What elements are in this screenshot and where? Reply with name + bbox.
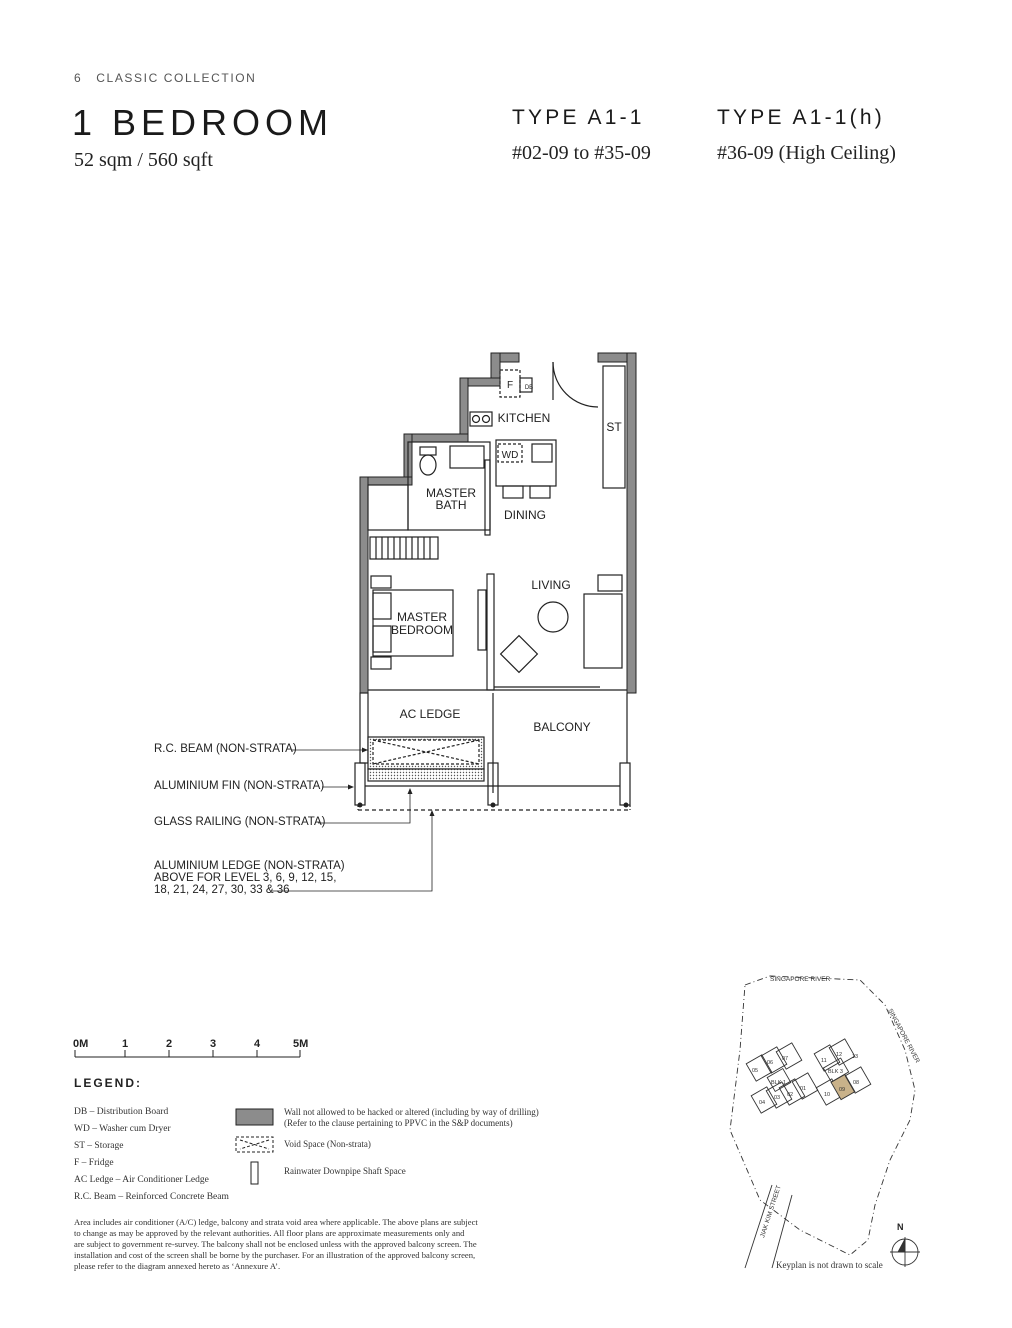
room-storage: ST [606,420,622,434]
scale-tick-3: 3 [210,1038,217,1050]
type-title-a1-1h: TYPE A1-1(h) [717,106,885,129]
legend-wall-text-line2: (Refer to the clause pertaining to PPVC in the S&P documents) [284,1118,513,1128]
keyplan-river-top: SINGAPORE RIVER [770,976,831,983]
svg-text:10: 10 [824,1092,831,1098]
svg-text:12: 12 [836,1052,843,1058]
legend-title: LEGEND: [74,1076,142,1090]
room-master-bath-line1: MASTER [425,486,477,500]
legend-st: ST – Storage [74,1141,124,1151]
legend-wd: WD – Washer cum Dryer [74,1124,171,1134]
callout-aluminium-ledge [154,860,345,896]
ppvc-walls [360,353,636,693]
svg-text:01: 01 [800,1086,807,1092]
legend-abbreviations [74,1104,229,1206]
keyplan-blk3-label: BLK 3 [828,1069,843,1075]
callout-aluminium-fin: ALUMINIUM FIN (NON-STRATA) [154,780,325,792]
legend-wall-text-line1: Wall not allowed to be hacked or altered (including by way of drilling) [284,1107,539,1117]
page-number: 6 [74,71,83,85]
svg-text:11: 11 [821,1058,827,1064]
room-master-bedroom-line2: BEDROOM [390,623,454,637]
label-db: DB [524,385,534,391]
callout-aluminium-ledge-line2: ABOVE FOR LEVEL 3, 6, 9, 12, 15, [154,872,337,884]
label-wd: WD [501,450,519,461]
legend-rc-beam: R.C. Beam – Reinforced Concrete Beam [74,1192,229,1202]
svg-text:07: 07 [782,1056,789,1062]
callout-aluminium-ledge-line3: 18, 21, 24, 27, 30, 33 & 36 [154,884,290,896]
svg-text:08: 08 [853,1080,860,1086]
scale-tick-5: 5M [293,1038,309,1050]
type-range-a1-1h: #36-09 (High Ceiling) [717,142,896,164]
room-master-bath-line2: BATH [435,498,467,512]
type-title-a1-1: TYPE A1-1 [512,106,645,129]
legend-db: DB – Distribution Board [74,1107,169,1117]
legend-rainwater-swatch [251,1162,258,1184]
room-balcony: BALCONY [533,720,591,734]
room-living: LIVING [531,578,571,592]
scale-tick-1: 1 [122,1038,129,1050]
scale-tick-2: 2 [166,1038,173,1050]
interior-walls [355,362,630,810]
legend-void-text: Void Space (Non-strata) [284,1139,371,1149]
room-ac-ledge: AC LEDGE [399,707,461,721]
disclaimer [74,1217,514,1272]
disclaimer-line: are subject to government re-survey. The balcony shall not be enclosed unless with the approved balcony screen. The [74,1239,477,1249]
disclaimer-line: Area includes air conditioner (A/C) ledge, balcony and strata void area where applicable. The above plans are subject [74,1217,478,1227]
svg-text:05: 05 [752,1068,759,1074]
keyplan-block-1 [746,1043,818,1113]
callout-glass-railing: GLASS RAILING (NON-STRATA) [154,816,326,828]
room-kitchen: KITCHEN [497,411,551,425]
keyplan-street: JIAK KIM STREET [759,1184,783,1239]
svg-text:02: 02 [787,1092,794,1098]
legend-wall-swatch [236,1109,273,1125]
room-dining: DINING [504,508,546,522]
type-range-a1-1: #02-09 to #35-09 [512,142,651,164]
svg-text:03: 03 [774,1095,781,1101]
legend-symbols [236,1109,273,1184]
callout-rc-beam: R.C. BEAM (NON-STRATA) [154,743,297,755]
legend-rainwater-text: Rainwater Downpipe Shaft Space [284,1166,406,1176]
disclaimer-line: to change as may be approved by the relevant authorities. All floor plans are approximate measurements only and [74,1228,465,1238]
legend-ac-ledge: AC Ledge – Air Conditioner Ledge [74,1175,209,1185]
label-fridge: F [506,380,514,391]
legend-wall-text [284,1107,539,1129]
scale-bar-graphic [75,1050,300,1057]
disclaimer-line: please refer to the diagram annexed hereto as ‘Annexure A’. [74,1261,281,1271]
svg-text:13: 13 [852,1054,859,1060]
disclaimer-line: installation and cost of the screen shall be borne by the purchaser. For an illustration of the approved balcony screen, [74,1250,476,1260]
keyplan-blk1-label: BLK 1 [771,1080,786,1086]
room-master-bedroom-line1: MASTER [396,610,448,624]
svg-text:06: 06 [767,1060,774,1066]
legend-f: F – Fridge [74,1158,114,1168]
collection-name: CLASSIC COLLECTION [96,71,257,85]
unit-area: 52 sqm / 560 sqft [74,149,213,171]
north-label: N [897,1222,904,1232]
scale-tick-0: 0M [73,1038,89,1050]
scale-tick-4: 4 [254,1038,261,1050]
unit-title: 1 BEDROOM [72,102,334,143]
callout-aluminium-ledge-line1: ALUMINIUM LEDGE (NON-STRATA) [154,860,345,872]
svg-text:09: 09 [839,1087,846,1093]
svg-text:04: 04 [759,1100,766,1106]
keyplan-river-side: SINGAPORE RIVER [886,1007,921,1065]
keyplan-note: Keyplan is not drawn to scale [776,1260,883,1270]
